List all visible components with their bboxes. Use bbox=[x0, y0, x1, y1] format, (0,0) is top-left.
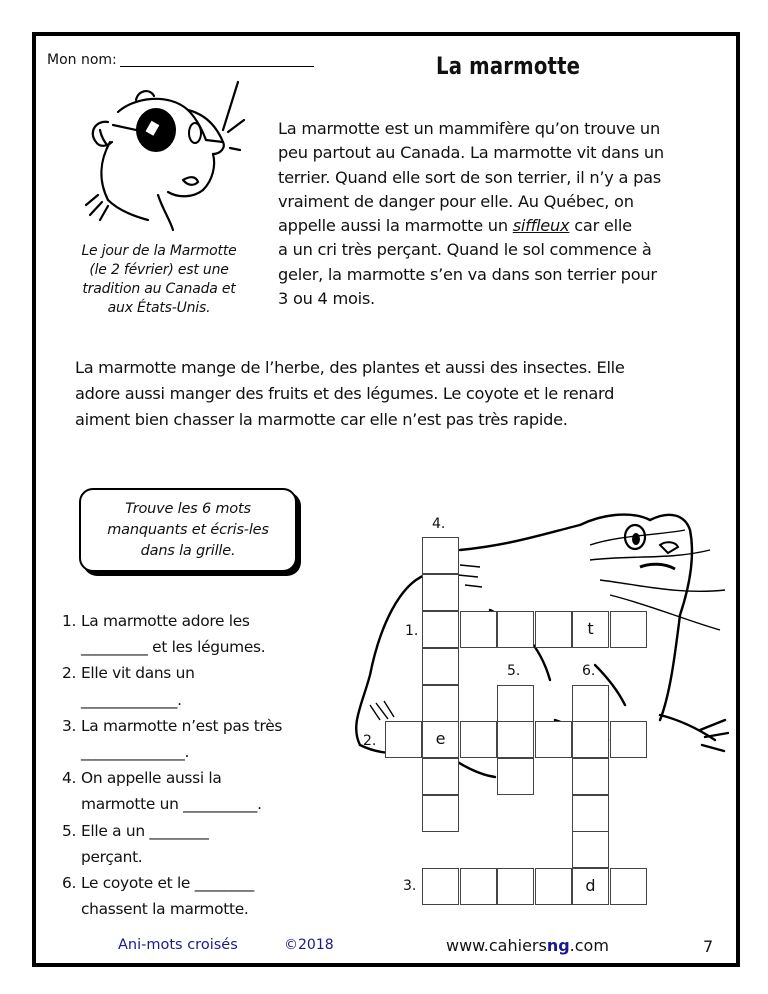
illustration-caption bbox=[44, 242, 274, 318]
grid-label-1: 1. bbox=[405, 623, 419, 639]
crossword-cell[interactable] bbox=[497, 758, 534, 795]
marmot-sunglasses-illustration bbox=[78, 70, 253, 235]
clue-text: _____________. bbox=[81, 690, 182, 709]
clue-text: perçant. bbox=[81, 847, 143, 866]
instructions-line: Trouve les 6 mots bbox=[125, 501, 251, 517]
crossword-cell[interactable] bbox=[422, 795, 459, 832]
clue-text: Elle a un ________ bbox=[81, 821, 209, 840]
caption-line: Le jour de la Marmotte bbox=[81, 243, 237, 259]
clue-text: On appelle aussi la bbox=[81, 769, 222, 788]
intro-line: peu partout au Canada. La marmotte vit dans un bbox=[278, 143, 664, 163]
url-part: .com bbox=[569, 936, 609, 955]
crossword-cell[interactable] bbox=[497, 868, 534, 905]
intro-line: terrier. Quand elle sort de son terrier, il n’y a pas bbox=[278, 167, 661, 187]
clue-number: 4. bbox=[62, 769, 77, 788]
clue-1 bbox=[62, 608, 332, 660]
name-input-line[interactable] bbox=[120, 66, 314, 67]
crossword-cell[interactable] bbox=[572, 721, 609, 758]
crossword-cell[interactable] bbox=[385, 721, 422, 758]
grid-label-3: 3. bbox=[403, 878, 417, 894]
clue-text: chassent la marmotte. bbox=[81, 900, 249, 919]
grid-label-6: 6. bbox=[582, 663, 596, 679]
caption-line: (le 2 février) est une bbox=[89, 262, 229, 278]
crossword-cell[interactable] bbox=[572, 685, 609, 722]
intro-line bbox=[278, 214, 728, 238]
caption-line: aux États-Unis. bbox=[107, 300, 211, 316]
crossword-cell[interactable] bbox=[422, 537, 459, 574]
paragraph-line: adore aussi manger des fruits et des légumes. Le coyote et le renard bbox=[75, 384, 615, 403]
clue-number: 6. bbox=[62, 874, 77, 893]
page-title: La marmotte bbox=[436, 52, 581, 80]
crossword-cell[interactable] bbox=[422, 685, 459, 722]
instructions-line: dans la grille. bbox=[140, 543, 236, 559]
clue-3 bbox=[62, 713, 332, 765]
intro-paragraph bbox=[278, 117, 728, 311]
clue-text: ______________. bbox=[81, 743, 190, 762]
intro-line: vraiment de danger pour elle. Au Québec, on bbox=[278, 191, 634, 211]
crossword-cell[interactable] bbox=[572, 758, 609, 795]
url-brand: ng bbox=[546, 936, 570, 955]
grid-label-4: 4. bbox=[432, 516, 446, 532]
clue-list bbox=[62, 608, 332, 922]
page-number: 7 bbox=[703, 937, 714, 956]
crossword-cell[interactable] bbox=[497, 721, 534, 758]
crossword-cell[interactable] bbox=[422, 758, 459, 795]
intro-line: geler, la marmotte s’en va dans son terrier pour bbox=[278, 264, 657, 284]
second-paragraph bbox=[75, 355, 725, 433]
clue-text: Elle vit dans un bbox=[81, 664, 195, 683]
clue-2 bbox=[62, 660, 332, 712]
crossword-cell[interactable]: t bbox=[572, 611, 609, 648]
intro-line: 3 ou 4 mois. bbox=[278, 289, 375, 309]
paragraph-line: aiment bien chasser la marmotte car elle n’est pas très rapide. bbox=[75, 410, 568, 429]
crossword-cell[interactable] bbox=[535, 868, 572, 905]
crossword-cell[interactable] bbox=[422, 868, 459, 905]
caption-line: tradition au Canada et bbox=[82, 281, 236, 297]
clue-text: La marmotte n’est pas très bbox=[81, 716, 283, 735]
crossword-cell[interactable] bbox=[572, 831, 609, 868]
clue-text: Le coyote et le ________ bbox=[81, 874, 254, 893]
paragraph-line: La marmotte mange de l’herbe, des plantes et aussi des insectes. Elle bbox=[75, 358, 625, 377]
marmot-body-illustration bbox=[340, 505, 730, 845]
crossword-cell[interactable] bbox=[535, 721, 572, 758]
footer-series: Ani-mots croisés bbox=[118, 937, 238, 953]
clue-number: 1. bbox=[62, 612, 77, 630]
crossword-cell[interactable] bbox=[460, 611, 497, 648]
intro-line: La marmotte est un mammifère qu’on trouve un bbox=[278, 119, 660, 138]
crossword-cell[interactable] bbox=[610, 721, 647, 758]
crossword-cell[interactable] bbox=[610, 868, 647, 905]
crossword-cell[interactable] bbox=[572, 795, 609, 832]
highlighted-word-siffleux: siffleux bbox=[512, 216, 570, 236]
footer-copyright: ©2018 bbox=[284, 937, 334, 953]
footer-website-link[interactable] bbox=[446, 936, 609, 955]
crossword-cell[interactable] bbox=[422, 648, 459, 685]
grid-label-5: 5. bbox=[507, 663, 521, 679]
crossword-cell[interactable] bbox=[460, 721, 497, 758]
intro-line: a un cri très perçant. Quand le sol commence à bbox=[278, 240, 652, 260]
url-part: www.cahiers bbox=[446, 936, 547, 955]
crossword-cell[interactable] bbox=[535, 611, 572, 648]
crossword-cell[interactable]: e bbox=[422, 721, 459, 758]
crossword-cell[interactable] bbox=[460, 868, 497, 905]
clue-number: 5. bbox=[62, 821, 77, 840]
instructions-line: manquants et écris-les bbox=[107, 522, 269, 538]
clue-4 bbox=[62, 765, 332, 817]
clue-6 bbox=[62, 870, 332, 922]
clue-5 bbox=[62, 818, 332, 870]
intro-line-text: appelle aussi la marmotte un bbox=[278, 216, 513, 236]
clue-number: 2. bbox=[62, 664, 77, 683]
crossword-cell[interactable] bbox=[497, 685, 534, 722]
name-label: Mon nom: bbox=[47, 52, 117, 68]
clue-number: 3. bbox=[62, 716, 77, 735]
intro-line-text: car elle bbox=[569, 216, 632, 236]
clue-text: La marmotte adore les bbox=[81, 612, 250, 630]
instructions-box bbox=[79, 488, 297, 572]
clue-text: marmotte un __________. bbox=[81, 795, 262, 814]
crossword-cell[interactable] bbox=[422, 611, 459, 648]
grid-label-2: 2. bbox=[363, 733, 377, 749]
crossword-cell[interactable] bbox=[610, 611, 647, 648]
crossword-cell[interactable] bbox=[497, 611, 534, 648]
clue-text: _________ et les légumes. bbox=[81, 638, 266, 657]
crossword-cell[interactable]: d bbox=[572, 868, 609, 905]
crossword-cell[interactable] bbox=[422, 574, 459, 611]
